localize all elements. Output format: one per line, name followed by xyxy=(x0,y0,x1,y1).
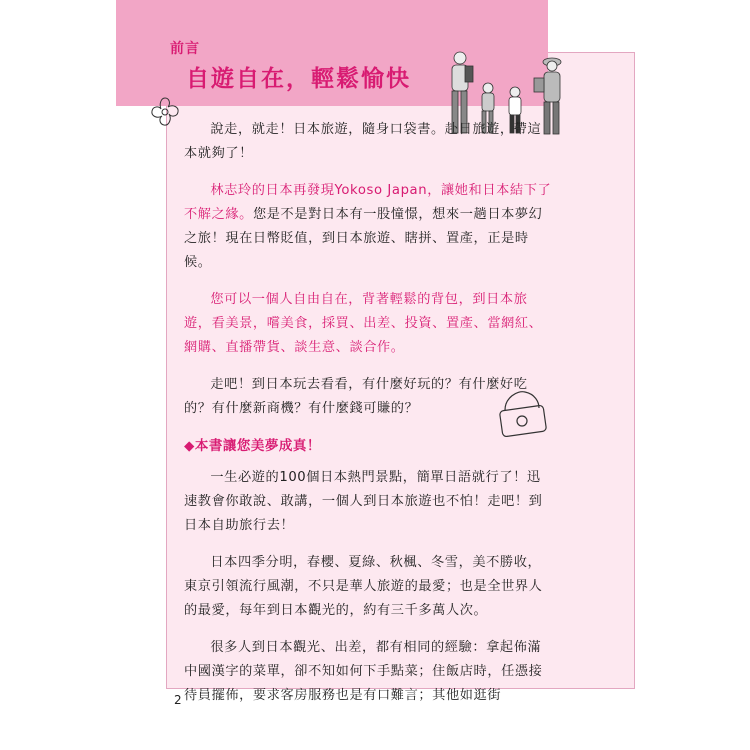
flower-icon xyxy=(144,92,186,134)
paragraph-3: 您可以一個人自由自在，背著輕鬆的背包，到日本旅遊，看美景，嚐美食，採買、出差、投資、置產、當網紅、網購、直播帶貨、談生意、談合作。 xyxy=(184,292,543,355)
paragraph-2-rest: 您是不是對日本有一股憧憬，想來一趟日本夢幻之旅！現在日幣貶值，到日本旅遊、瞎拼、置產，正是時候。 xyxy=(184,207,543,270)
paragraph-7: 很多人到日本觀光、出差，都有相同的經驗：拿起佈滿中國漢字的菜單，卻不知如何下手點菜；住飯店時，任憑接待員擺佈，要求客房服務也是有口難言；其他如逛街 xyxy=(184,640,543,703)
paragraph-6: 日本四季分明，春櫻、夏綠、秋楓、冬雪，美不勝收，東京引領流行風潮，不只是華人旅遊的最愛；也是全世界人的最愛，每年到日本觀光的，約有三千多萬人次。 xyxy=(184,555,543,618)
page-number: 2 xyxy=(174,693,182,707)
page-title: 自遊自在，輕鬆愉快 xyxy=(186,66,411,92)
section-kicker: 前言 xyxy=(170,41,200,57)
body-text xyxy=(184,118,552,721)
highlight-text: 林志玲的日本再發現Yokoso Japan，讓她和日本結下了不解之緣。 xyxy=(184,183,552,222)
paragraph-4: 走吧！到日本玩去看看，有什麼好玩的？有什麼好吃的？有什麼新商機？有什麼錢可賺的？ xyxy=(184,377,528,416)
paragraph-5: 一生必遊的100個日本熱門景點，簡單日語就行了！迅速教會你敢說、敢講，一個人到日本旅遊也不怕！走吧！到日本自助旅行去！ xyxy=(184,470,543,533)
paragraph-2 xyxy=(184,179,552,275)
section-heading: ◆本書讓您美夢成真！ xyxy=(184,438,321,454)
paragraph-1: 說走，就走！日本旅遊，隨身口袋書。赴日旅遊，帶這本就夠了！ xyxy=(184,122,542,161)
